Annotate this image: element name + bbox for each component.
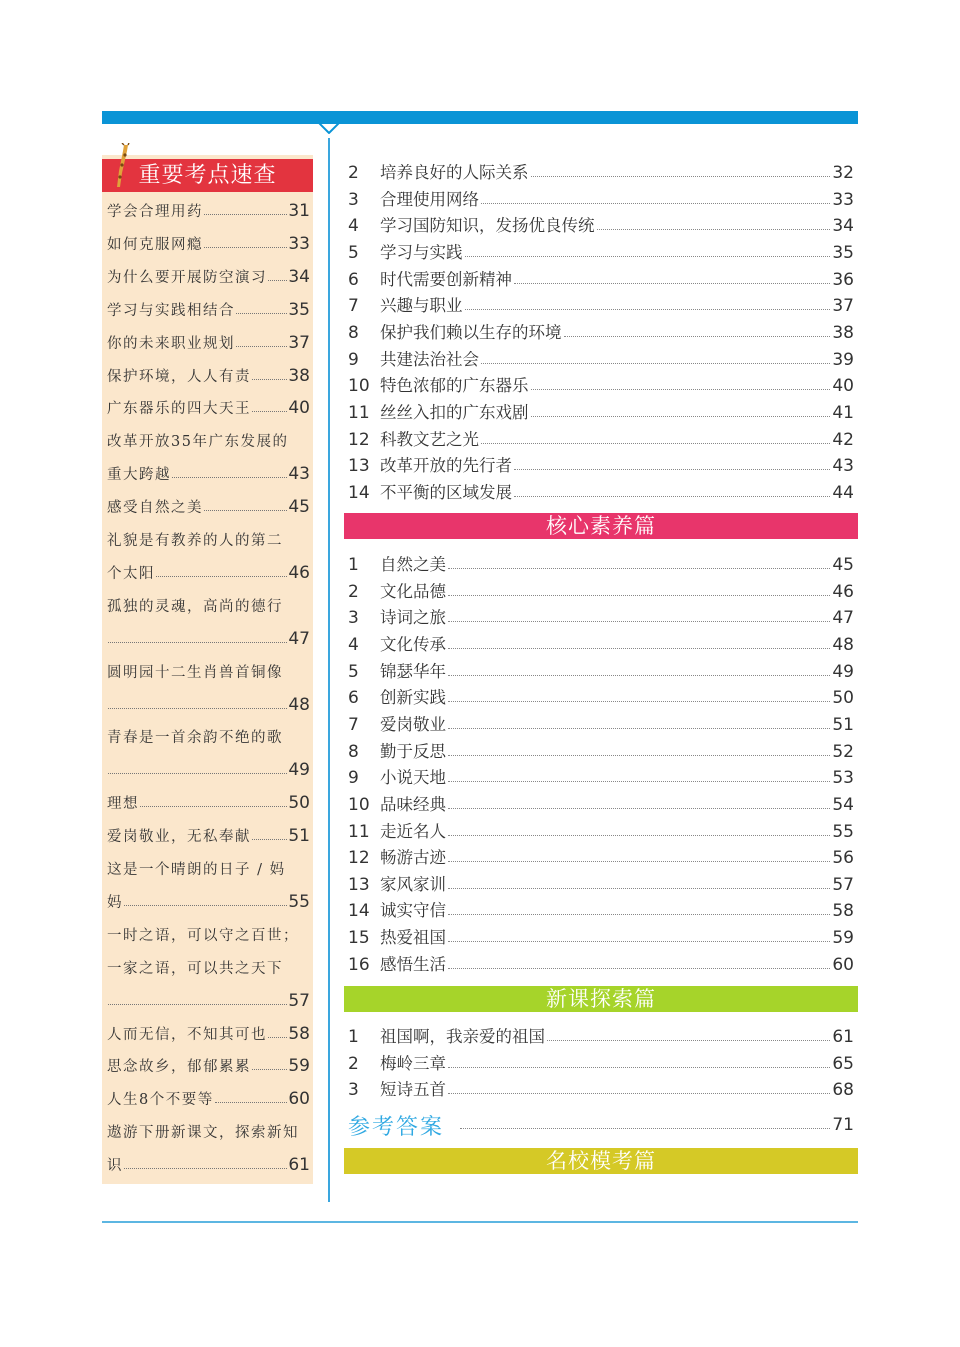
leader-dots — [268, 1037, 287, 1038]
toc-entry-title: 这是一个晴朗的日子 / 妈 — [107, 862, 286, 878]
toc-entry-title: 学习国防知识，发扬优良传统 — [380, 216, 595, 236]
toc-entry[interactable] — [348, 212, 854, 236]
leader-dots — [531, 176, 831, 177]
toc-entry-page: 55 — [288, 891, 310, 912]
leader-dots — [204, 247, 287, 248]
toc-entry[interactable] — [107, 658, 310, 682]
toc-entry-title: 感受自然之美 — [107, 500, 203, 517]
toc-entry[interactable] — [348, 951, 854, 975]
toc-entry-page: 37 — [288, 332, 310, 353]
toc-entry[interactable] — [107, 263, 310, 287]
toc-entry[interactable] — [107, 888, 310, 912]
toc-entry-title: 你的未来职业规划 — [107, 335, 235, 352]
leader-dots — [448, 728, 830, 729]
toc-entry[interactable] — [107, 921, 310, 945]
toc-entry-page: 40 — [288, 398, 310, 419]
toc-entry-number: 4 — [348, 216, 359, 237]
toc-entry-title: 保护我们赖以生存的环境 — [380, 322, 562, 342]
leader-dots — [448, 755, 830, 756]
toc-entry-title: 礼貌是有教养的人的第二 — [107, 533, 283, 549]
toc-entry-number: 6 — [348, 269, 359, 290]
toc-entry-title: 文化品德 — [380, 581, 446, 601]
leader-dots — [448, 675, 830, 676]
toc-entry-page: 43 — [288, 464, 310, 485]
toc-entry-page: 48 — [288, 694, 310, 715]
toc-entry-number: 16 — [348, 954, 370, 975]
toc-entry[interactable] — [107, 394, 310, 418]
toc-entry[interactable] — [107, 362, 310, 386]
leader-dots — [465, 256, 831, 257]
toc-entry-title: 走近名人 — [380, 821, 446, 841]
quick-reference-panel — [102, 155, 313, 1184]
toc-entry-title: 共建法治社会 — [380, 349, 479, 369]
leader-dots — [531, 416, 831, 417]
toc-entry-page: 47 — [832, 608, 854, 629]
leader-dots — [124, 905, 287, 906]
leader-dots — [448, 781, 830, 782]
toc-entry-page: 57 — [288, 990, 310, 1011]
toc-entry-page: 34 — [288, 266, 310, 287]
leader-dots — [448, 701, 830, 702]
toc-entry[interactable] — [107, 855, 310, 879]
toc-entry-number: 1 — [348, 555, 359, 575]
toc-entry-page: 60 — [832, 954, 854, 975]
toc-entry-number: 1 — [348, 1027, 359, 1047]
toc-entry[interactable] — [107, 1085, 310, 1109]
toc-entry-title: 科教文艺之光 — [380, 429, 479, 449]
toc-entry[interactable] — [107, 789, 310, 813]
toc-entry[interactable] — [348, 452, 854, 476]
toc-entry-number: 11 — [348, 821, 370, 842]
section-exam-title: 名校模考篇 — [546, 1149, 656, 1173]
toc-entry-number: 9 — [348, 768, 359, 789]
toc-entry-title: 诚实守信 — [380, 901, 446, 921]
toc-entry[interactable] — [348, 186, 854, 210]
toc-entry-page: 47 — [288, 628, 310, 649]
leader-dots — [172, 477, 287, 478]
toc-entry[interactable] — [107, 987, 310, 1011]
toc-entry-page: 60 — [288, 1089, 310, 1110]
bottom-rule — [102, 1221, 858, 1223]
toc-entry[interactable] — [107, 1151, 310, 1175]
leader-dots — [108, 1004, 287, 1005]
toc-entry-page: 43 — [832, 456, 854, 477]
leader-dots — [481, 203, 830, 204]
toc-entry[interactable] — [107, 954, 310, 978]
toc-entry-number: 12 — [348, 848, 370, 869]
toc-entry-page: 54 — [832, 794, 854, 815]
toc-entry-page: 34 — [832, 216, 854, 237]
leader-dots — [448, 888, 830, 889]
toc-entry-page: 49 — [288, 760, 310, 781]
toc-entry-title: 学会合理用药 — [107, 204, 203, 220]
toc-entry-number: 3 — [348, 1080, 359, 1101]
toc-entry-page: 31 — [288, 201, 310, 221]
toc-entry-page: 32 — [832, 163, 854, 183]
toc-entry-page: 61 — [832, 1027, 854, 1047]
leader-dots — [448, 648, 830, 649]
toc-entry-title: 思念故乡，郁郁累累 — [107, 1059, 251, 1076]
toc-entry-title: 文化传承 — [380, 634, 446, 654]
toc-entry[interactable] — [107, 1052, 310, 1076]
toc-entry-title: 广东器乐的四大天王 — [107, 401, 251, 418]
toc-entry-title: 重大跨越 — [107, 467, 171, 484]
toc-entry-page: 50 — [288, 793, 310, 814]
toc-entry-page: 53 — [832, 768, 854, 789]
leader-dots — [514, 283, 830, 284]
toc-entry[interactable] — [107, 1118, 310, 1142]
toc-entry-title: 人而无信，不知其可也 — [107, 1026, 267, 1043]
toc-entry[interactable] — [348, 871, 854, 895]
leader-dots — [448, 861, 830, 862]
top-rule — [102, 111, 858, 124]
toc-entry-number: 9 — [348, 349, 359, 370]
toc-entry[interactable] — [107, 230, 310, 254]
toc-entry-page: 42 — [832, 429, 854, 450]
leader-dots — [252, 1069, 287, 1070]
leader-dots — [460, 1128, 830, 1129]
toc-entry[interactable] — [107, 427, 310, 451]
toc-entry[interactable] — [348, 897, 854, 921]
toc-entry-title: 梅岭三章 — [380, 1053, 446, 1073]
toc-entry-title: 遨游下册新课文，探索新知 — [107, 1125, 299, 1142]
toc-entry-number: 5 — [348, 242, 359, 263]
toc-entry[interactable] — [348, 578, 854, 602]
toc-entry-title: 理想 — [107, 796, 139, 813]
leader-dots — [547, 1040, 830, 1041]
toc-entry-page: 50 — [832, 688, 854, 709]
toc-entry-title: 学习与实践相结合 — [107, 302, 235, 319]
toc-entry[interactable] — [107, 723, 310, 747]
toc-entry[interactable] — [348, 604, 854, 628]
leader-dots — [236, 346, 287, 347]
toc-entry-title: 时代需要创新精神 — [380, 269, 512, 289]
toc-entry[interactable] — [107, 197, 310, 221]
answers-row — [458, 1111, 854, 1135]
toc-entry-title: 保护环境，人人有责 — [107, 368, 251, 385]
leader-dots — [215, 1102, 288, 1103]
leader-dots — [448, 1093, 830, 1094]
toc-entry[interactable] — [348, 426, 854, 450]
toc-entry-page: 59 — [288, 1056, 310, 1077]
toc-entry-page: 38 — [288, 365, 310, 386]
leader-dots — [448, 941, 830, 942]
quick-reference-title: 重要考点速查 — [138, 163, 277, 188]
toc-entry-page: 45 — [832, 555, 854, 575]
leader-dots — [252, 379, 287, 380]
toc-entry-title: 祖国啊，我亲爱的祖国 — [380, 1027, 545, 1046]
toc-entry[interactable] — [107, 822, 310, 846]
toc-entry-title: 为什么要开展防空演习 — [107, 269, 267, 286]
toc-entry[interactable] — [107, 559, 310, 583]
leader-dots — [252, 411, 287, 412]
toc-entry-page: 40 — [832, 376, 854, 397]
leader-dots — [448, 835, 830, 836]
leader-dots — [514, 469, 830, 470]
toc-entry-page: 58 — [832, 901, 854, 922]
toc-entry[interactable] — [348, 266, 854, 290]
toc-entry[interactable] — [348, 844, 854, 868]
toc-entry[interactable] — [348, 1076, 854, 1100]
toc-entry-page: 44 — [832, 482, 854, 503]
toc-entry-page: 37 — [832, 296, 854, 317]
leader-dots — [124, 1168, 287, 1169]
column-divider — [328, 138, 330, 1202]
toc-entry-title: 爱岗敬业，无私奉献 — [107, 829, 251, 846]
leader-dots — [481, 363, 830, 364]
toc-entry-page: 51 — [832, 714, 854, 735]
toc-entry-title: 孤独的灵魂，高尚的德行 — [107, 598, 283, 615]
toc-entry[interactable] — [348, 684, 854, 708]
toc-entry-number: 2 — [348, 163, 359, 183]
toc-entry-title: 合理使用网络 — [380, 189, 479, 209]
section-new-title: 新课探索篇 — [546, 987, 656, 1011]
toc-entry[interactable] — [107, 691, 310, 715]
leader-dots — [108, 708, 287, 709]
toc-entry-title: 不平衡的区域发展 — [380, 482, 512, 502]
leader-dots — [448, 914, 830, 915]
toc-entry-page: 57 — [832, 874, 854, 895]
leader-dots — [204, 214, 287, 215]
toc-entry-number: 8 — [348, 741, 359, 762]
toc-entry-number: 11 — [348, 402, 370, 423]
toc-entry-page: 49 — [832, 661, 854, 682]
toc-entry-number: 7 — [348, 296, 359, 317]
toc-entry-title: 丝丝入扣的广东戏剧 — [380, 402, 529, 422]
toc-entry-title: 个太阳 — [107, 565, 155, 582]
toc-entry-number: 12 — [348, 429, 370, 450]
toc-entry-page: 46 — [832, 581, 854, 602]
toc-entry-title: 学习与实践 — [380, 242, 463, 262]
leader-dots — [448, 968, 830, 969]
answers-page: 71 — [832, 1115, 854, 1135]
toc-entry-title: 兴趣与职业 — [380, 296, 463, 316]
toc-entry-title: 改革开放35年广东发展的 — [107, 434, 289, 451]
toc-entry-page: 52 — [832, 741, 854, 762]
toc-entry-page: 35 — [832, 242, 854, 263]
leader-dots — [252, 839, 287, 840]
toc-entry-page: 45 — [288, 497, 310, 518]
toc-entry-number: 5 — [348, 661, 359, 682]
leader-dots — [448, 568, 830, 569]
toc-entry-title: 圆明园十二生肖兽首铜像 — [107, 664, 283, 681]
toc-entry-number: 2 — [348, 581, 359, 602]
toc-entry-title: 识 — [107, 1158, 123, 1175]
toc-entry-title: 自然之美 — [380, 555, 446, 574]
toc-entry-number: 3 — [348, 608, 359, 629]
toc-entry-title: 一时之语，可以守之百世； — [107, 927, 299, 944]
toc-entry-title: 改革开放的先行者 — [380, 456, 512, 476]
toc-entry[interactable] — [107, 592, 310, 616]
section-new-bar — [344, 986, 858, 1012]
toc-entry[interactable] — [107, 1020, 310, 1044]
toc-entry-page: 65 — [832, 1053, 854, 1074]
toc-entry-title: 感悟生活 — [380, 954, 446, 974]
toc-entry-number: 7 — [348, 714, 359, 735]
toc-entry-page: 38 — [832, 322, 854, 343]
toc-entry-page: 58 — [288, 1023, 310, 1044]
toc-entry-title: 一家之语，可以共之天下 — [107, 960, 283, 977]
toc-entry[interactable] — [348, 239, 854, 263]
toc-entry[interactable] — [348, 1050, 854, 1074]
toc-entry-title: 热爱祖国 — [380, 928, 446, 948]
leader-dots — [140, 806, 287, 807]
toc-entry[interactable] — [348, 1023, 854, 1047]
toc-entry[interactable] — [348, 159, 854, 183]
section-exam-bar — [344, 1148, 858, 1174]
toc-entry-number: 4 — [348, 634, 359, 655]
toc-entry-number: 10 — [348, 376, 370, 397]
section-core-bar — [344, 513, 858, 539]
toc-entry-title: 品味经典 — [380, 794, 446, 814]
toc-entry-page: 55 — [832, 821, 854, 842]
toc-entry-title: 青春是一首余韵不绝的歌 — [107, 730, 283, 747]
toc-entry-page: 48 — [832, 634, 854, 655]
toc-entry[interactable] — [107, 493, 310, 517]
toc-entry[interactable] — [348, 818, 854, 842]
toc-entry-page: 68 — [832, 1080, 854, 1101]
section-core-title: 核心素养篇 — [546, 514, 656, 538]
toc-entry-title: 短诗五首 — [380, 1080, 446, 1100]
toc-entry-number: 13 — [348, 874, 370, 895]
leader-dots — [531, 389, 831, 390]
toc-entry-page: 33 — [288, 233, 310, 254]
toc-entry-page: 39 — [832, 349, 854, 370]
toc-entry[interactable] — [348, 658, 854, 682]
toc-entry-number: 13 — [348, 456, 370, 477]
toc-entry-title: 爱岗敬业 — [380, 714, 446, 734]
toc-entry-number: 14 — [348, 901, 370, 922]
leader-dots — [268, 280, 287, 281]
toc-entry[interactable] — [348, 791, 854, 815]
toc-entry-title: 家风家训 — [380, 874, 446, 894]
toc-entry-title: 如何克服网瘾 — [107, 236, 203, 253]
toc-entry-page: 46 — [288, 562, 310, 583]
toc-entry[interactable] — [348, 479, 854, 503]
toc-entry[interactable] — [107, 460, 310, 484]
toc-entry[interactable] — [348, 319, 854, 343]
leader-dots — [564, 336, 831, 337]
toc-entry[interactable] — [107, 526, 310, 550]
toc-entry[interactable] — [348, 399, 854, 423]
leader-dots — [481, 443, 830, 444]
leader-dots — [448, 621, 830, 622]
leader-dots — [108, 773, 287, 774]
toc-entry[interactable] — [348, 551, 854, 575]
toc-entry-title: 锦瑟华年 — [380, 661, 446, 681]
leader-dots — [236, 313, 287, 314]
toc-entry[interactable] — [107, 329, 310, 353]
leader-dots — [465, 309, 831, 310]
leader-dots — [156, 576, 287, 577]
toc-entry[interactable] — [348, 924, 854, 948]
toc-entry[interactable] — [348, 631, 854, 655]
toc-entry-page: 33 — [832, 189, 854, 210]
toc-entry-page: 56 — [832, 848, 854, 869]
toc-entry-title: 诗词之旅 — [380, 608, 446, 628]
toc-entry-title: 人生8个不要等 — [107, 1092, 214, 1109]
toc-entry-title: 妈 — [107, 894, 123, 911]
leader-dots — [514, 496, 830, 497]
leader-dots — [448, 808, 830, 809]
toc-entry-title: 勤于反思 — [380, 741, 446, 761]
toc-entry-page: 61 — [288, 1155, 310, 1176]
toc-entry[interactable] — [348, 372, 854, 396]
toc-entry-number: 14 — [348, 482, 370, 503]
toc-entry-page: 41 — [832, 402, 854, 423]
toc-entry[interactable] — [348, 292, 854, 316]
toc-entry-number: 3 — [348, 189, 359, 210]
toc-entry[interactable] — [348, 346, 854, 370]
answers-title: 参考答案 — [348, 1115, 445, 1140]
leader-dots — [108, 642, 287, 643]
rule-notch — [318, 122, 340, 134]
leader-dots — [597, 229, 831, 230]
toc-entry-number: 2 — [348, 1053, 359, 1074]
toc-entry-number: 15 — [348, 928, 370, 949]
toc-entry-title: 创新实践 — [380, 688, 446, 708]
toc-entry-page: 51 — [288, 826, 310, 847]
toc-entry[interactable] — [348, 764, 854, 788]
toc-entry-title: 特色浓郁的广东器乐 — [380, 376, 529, 396]
toc-entry-title: 畅游古迹 — [380, 848, 446, 868]
toc-entry-page: 36 — [832, 269, 854, 290]
toc-entry-page: 35 — [288, 299, 310, 320]
leader-dots — [448, 1067, 830, 1068]
toc-entry-number: 6 — [348, 688, 359, 709]
toc-entry[interactable] — [348, 711, 854, 735]
toc-entry[interactable] — [348, 738, 854, 762]
toc-entry[interactable] — [107, 625, 310, 649]
toc-entry-number: 8 — [348, 322, 359, 343]
toc-entry[interactable] — [107, 756, 310, 780]
leader-dots — [448, 595, 830, 596]
leader-dots — [204, 510, 287, 511]
toc-entry-title: 培养良好的人际关系 — [380, 163, 529, 182]
giraffe-icon — [110, 143, 134, 191]
toc-entry-page: 59 — [832, 928, 854, 949]
toc-entry-title: 小说天地 — [380, 768, 446, 788]
toc-entry[interactable] — [107, 296, 310, 320]
toc-entry-number: 10 — [348, 794, 370, 815]
